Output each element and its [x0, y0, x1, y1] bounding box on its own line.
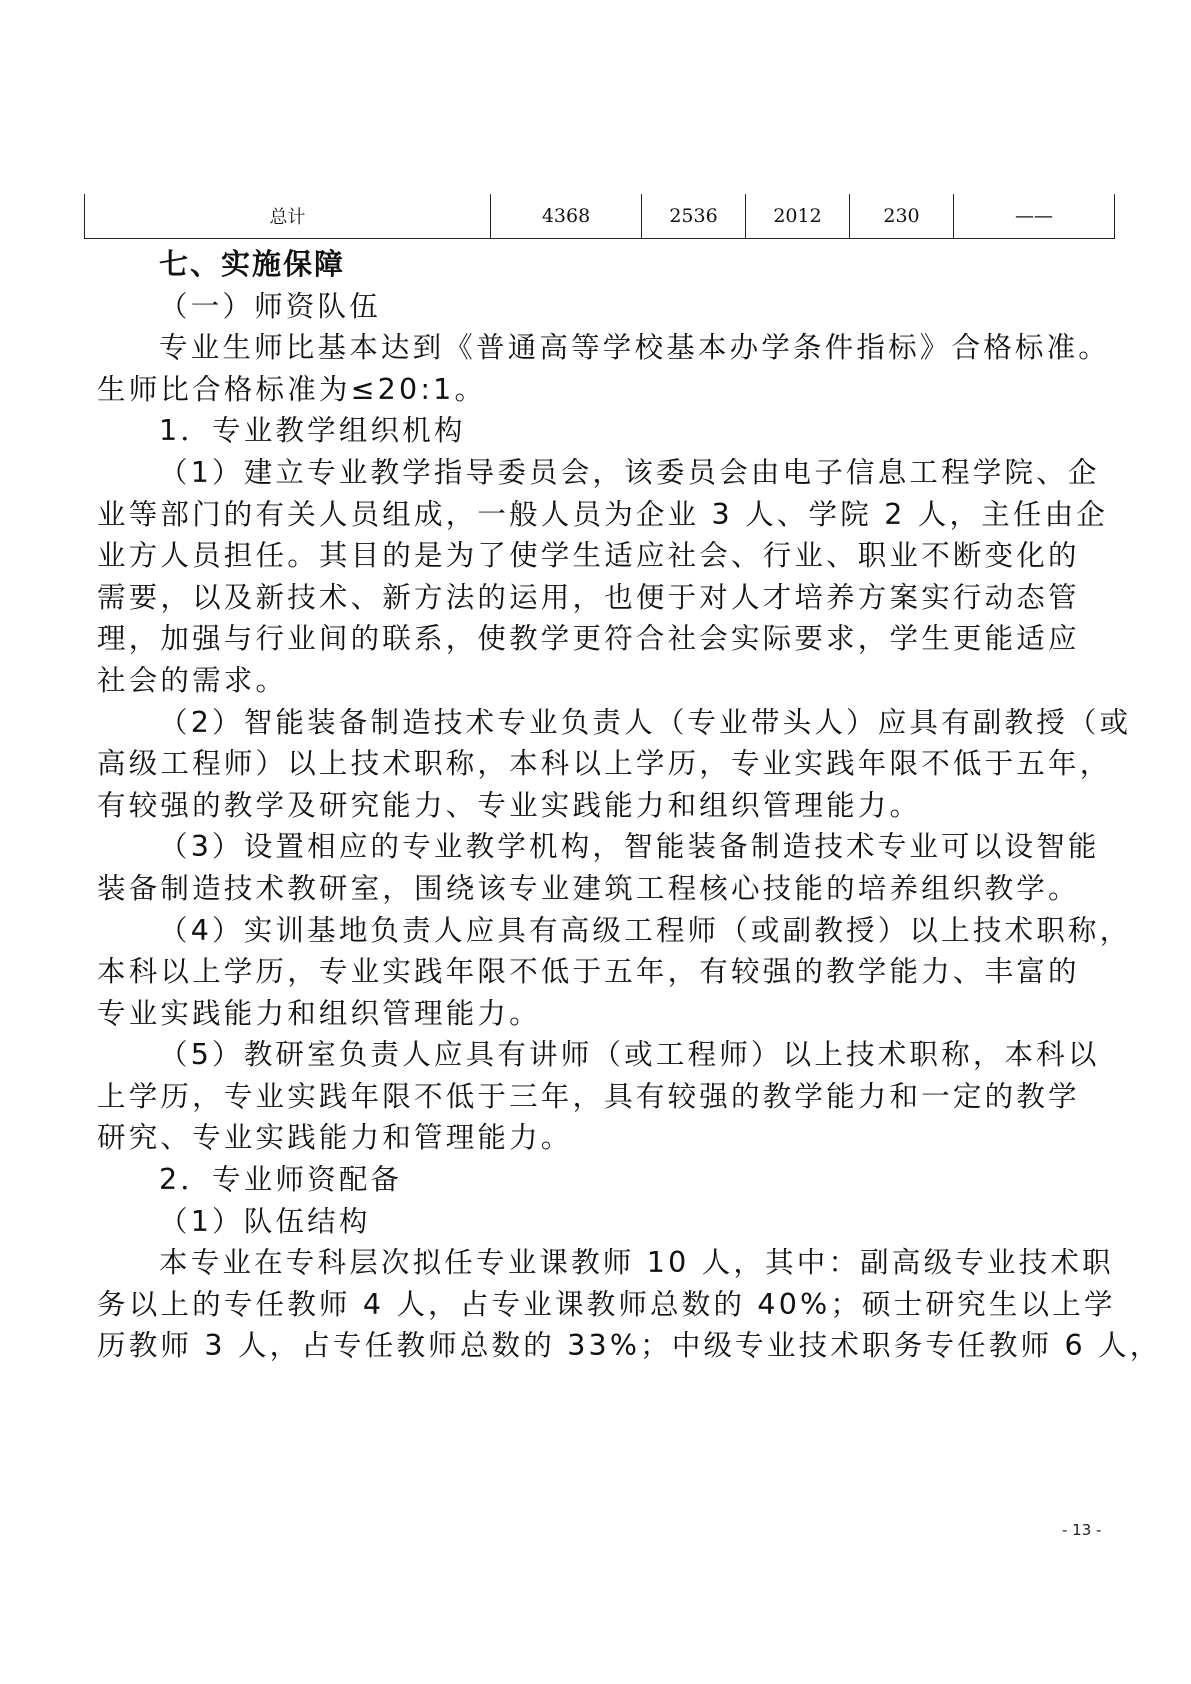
paragraph-line: 本科以上学历，专业实践年限不低于五年，有较强的教学能力、丰富的 [97, 955, 1080, 989]
paragraph-line: 理，加强与行业间的联系，使教学更符合社会实际要求，学生更能适应 [97, 622, 1080, 656]
subsection-heading: （一）师资队伍 [159, 289, 381, 323]
paragraph-line: 业等部门的有关人员组成，一般人员为企业 3 人、学院 2 人，主任由企 [97, 497, 1109, 531]
page-number: - 13 - [1062, 1521, 1102, 1539]
numbered-heading: 1．专业教学组织机构 [159, 414, 466, 448]
numbered-heading: 2．专业师资配备 [159, 1163, 403, 1197]
table-row [85, 194, 1115, 239]
paragraph-line: 业方人员担任。其目的是为了使学生适应社会、行业、职业不断变化的 [97, 539, 1080, 573]
table-cell-label: 总计 [85, 194, 491, 239]
table-cell: 4368 [491, 194, 642, 239]
paragraph-line: 专业实践能力和组织管理能力。 [97, 996, 541, 1030]
paragraph-line: （5）教研室负责人应具有讲师（或工程师）以上技术职称，本科以 [159, 1038, 1100, 1072]
paragraph-line: 生师比合格标准为≤20:1。 [97, 372, 487, 406]
section-heading: 七、实施保障 [159, 247, 346, 281]
paragraph-line: （3）设置相应的专业教学机构，智能装备制造技术专业可以设智能 [159, 830, 1100, 864]
table-cell: 2012 [746, 194, 850, 239]
paragraph-line: （4）实训基地负责人应具有高级工程师（或副教授）以上技术职称， [159, 913, 1132, 947]
paragraph-line: 社会的需求。 [97, 663, 288, 697]
paragraph-line: 专业生师比基本达到《普通高等学校基本办学条件指标》合格标准。 [159, 331, 1111, 365]
paragraph-line: 装备制造技术教研室，围绕该专业建筑工程核心技能的培养组织教学。 [97, 871, 1080, 905]
paragraph-line: 上学历，专业实践年限不低于三年，具有较强的教学能力和一定的教学 [97, 1079, 1080, 1113]
paragraph-line: 务以上的专任教师 4 人，占专业课教师总数的 40%；硕士研究生以上学 [97, 1287, 1116, 1321]
total-table [84, 194, 1115, 239]
table-cell: 2536 [642, 194, 746, 239]
paragraph-line: 研究、专业实践能力和管理能力。 [97, 1121, 573, 1155]
paragraph-line: 需要，以及新技术、新方法的运用，也便于对人才培养方案实行动态管 [97, 580, 1080, 614]
paragraph-line: 历教师 3 人，占专任教师总数的 33%；中级专业技术职务专任教师 6 人， [97, 1329, 1162, 1363]
paragraph-line: （2）智能装备制造技术专业负责人（专业带头人）应具有副教授（或 [159, 705, 1132, 739]
table-cell: —— [954, 194, 1115, 239]
table-cell: 230 [850, 194, 954, 239]
paragraph-line: 高级工程师）以上技术职称，本科以上学历，专业实践年限不低于五年， [97, 747, 1112, 781]
subsection-heading: （1）队伍结构 [159, 1204, 371, 1238]
paragraph-line: （1）建立专业教学指导委员会，该委员会由电子信息工程学院、企 [159, 455, 1100, 489]
paragraph-line: 本专业在专科层次拟任专业课教师 10 人，其中：副高级专业技术职 [159, 1246, 1114, 1280]
document-body [97, 244, 1162, 1367]
paragraph-line: 有较强的教学及研究能力、专业实践能力和组织管理能力。 [97, 788, 922, 822]
